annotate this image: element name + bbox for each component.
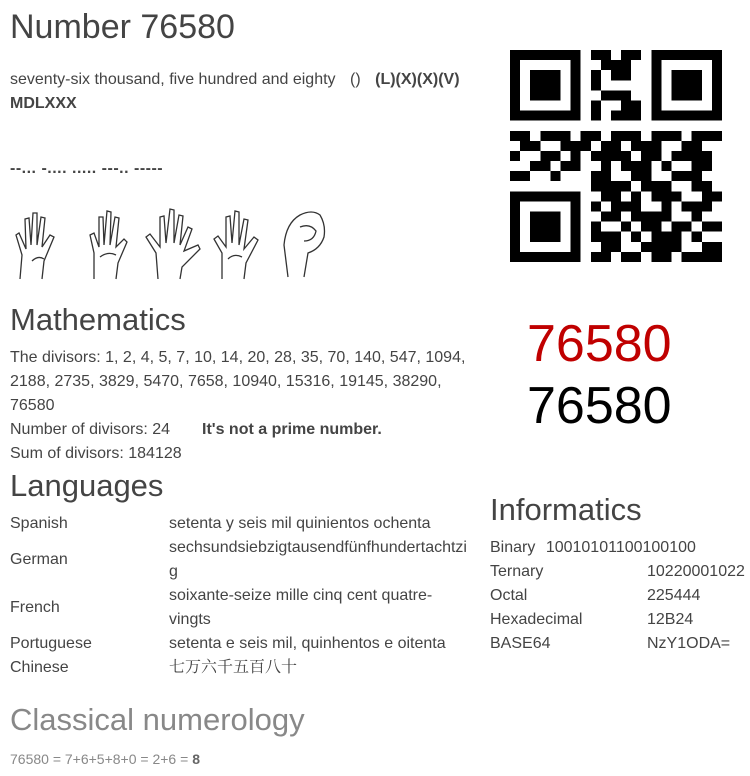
language-label: Chinese	[10, 659, 69, 676]
sum-of-divisors: Sum of divisors: 184128	[10, 445, 182, 462]
language-label: Portuguese	[10, 635, 92, 652]
binary-row	[490, 536, 696, 560]
divisors-line: 2188, 2735, 3829, 5470, 7658, 10940, 15316, 19145, 38290,	[10, 373, 442, 390]
base64-label: BASE64	[490, 635, 551, 652]
language-label: French	[10, 599, 60, 616]
octal-label: Octal	[490, 587, 528, 604]
ternary-label: Ternary	[490, 563, 544, 580]
language-value: sechsundsiebzigtausendfünfhundertachtzi	[169, 539, 467, 556]
language-value: soixante-seize mille cinq cent quatre-	[169, 587, 433, 604]
hex-value: 12B24	[647, 611, 694, 628]
binary-value: 10010101100100100	[545, 539, 696, 556]
mathematics-heading: Mathematics	[10, 302, 186, 337]
number-words: seventy-six thousand, five hundred and eighty	[10, 71, 336, 88]
language-value: vingts	[169, 611, 211, 628]
ternary-value: 10220001022	[647, 563, 745, 580]
page-title: Number 76580	[10, 8, 235, 46]
divisors	[10, 346, 480, 418]
hand-sign-6-icon	[82, 205, 136, 281]
language-value: setenta y seis mil quinientos ochenta	[169, 515, 431, 532]
base64-value: NzY1ODA=	[647, 635, 731, 652]
hex-label: Hexadecimal	[490, 611, 583, 628]
hand-sign-5-icon	[144, 205, 204, 281]
number-black: 76580	[527, 377, 672, 435]
numerology-heading: Classical numerology	[10, 702, 305, 737]
roman-numeral-large: (L)(X)(X)(V)	[375, 71, 460, 88]
number-words-line	[10, 68, 460, 92]
number-red: 76580	[527, 315, 672, 373]
parens: ()	[350, 71, 361, 88]
language-value: g	[169, 563, 178, 580]
numerology-result: 8	[192, 751, 200, 767]
language-value: setenta e seis mil, quinhentos e oitenta	[169, 635, 446, 652]
languages-heading: Languages	[10, 468, 164, 503]
language-label: German	[10, 551, 68, 568]
informatics-heading: Informatics	[490, 492, 642, 527]
number-of-divisors: Number of divisors: 24	[10, 421, 171, 438]
octal-value: 225444	[647, 587, 701, 604]
hand-sign-7-icon	[10, 205, 64, 281]
binary-label: Binary	[490, 539, 536, 556]
prime-status: It's not a prime number.	[202, 421, 382, 438]
language-value: 七万六千五百八十	[169, 659, 298, 676]
divisors-line: 76580	[10, 397, 55, 414]
numerology-formula	[10, 748, 200, 770]
numerology-sum: 76580 = 7+6+5+8+0 = 2+6 =	[10, 751, 193, 767]
divisors-line: The divisors: 1, 2, 4, 5, 7, 10, 14, 20, 28, 35, 70, 140, 547, 1094,	[10, 349, 466, 366]
qr-code	[510, 50, 722, 262]
language-label: Spanish	[10, 515, 68, 532]
roman-numeral: MDLXXX	[10, 95, 77, 112]
hand-sign-0-icon	[280, 205, 330, 281]
morse-code: --... -.... ..... ---.. -----	[10, 160, 164, 177]
hand-sign-8-icon	[210, 205, 266, 281]
